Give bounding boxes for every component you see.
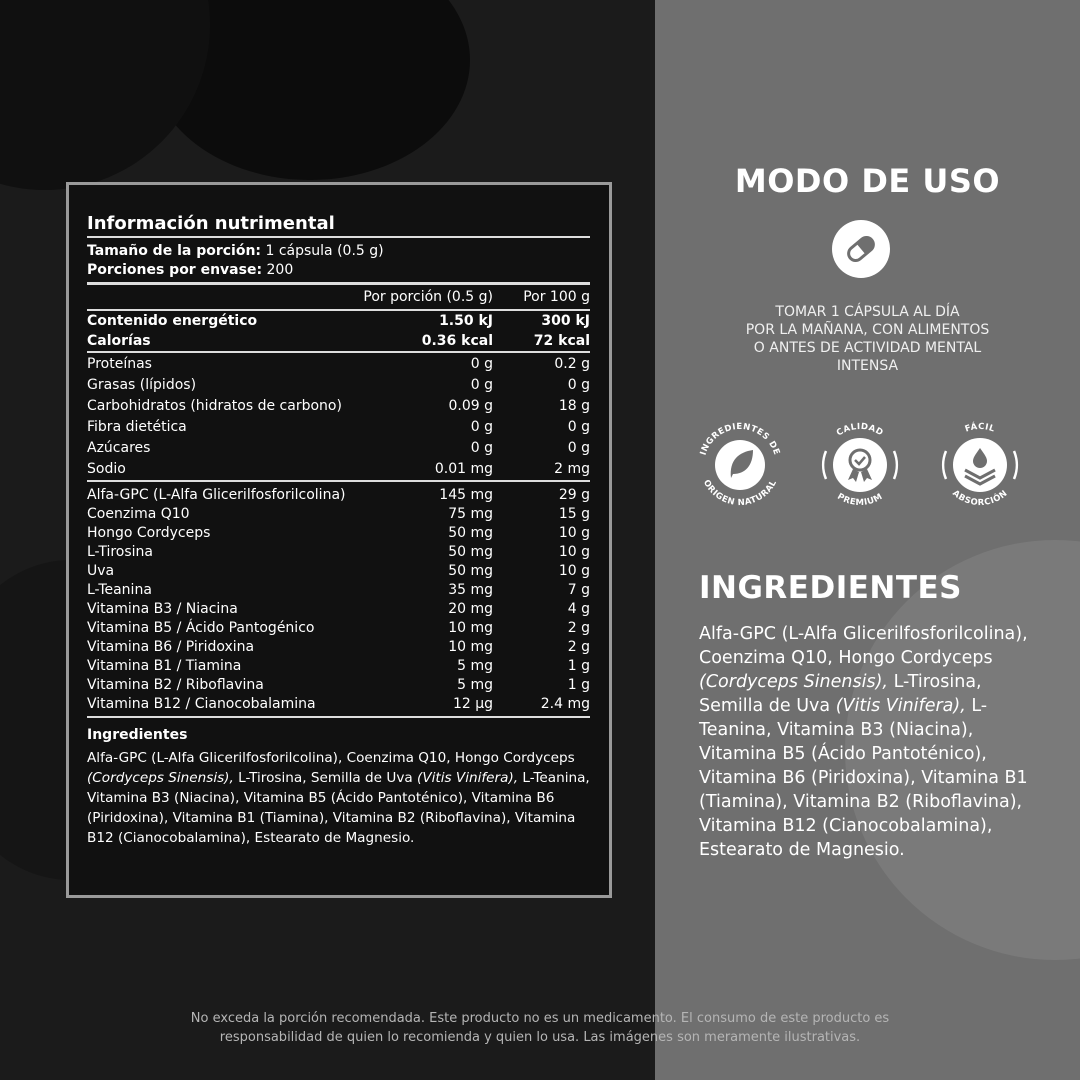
value-per-serving: 5 mg [457, 658, 493, 674]
serving-size-label: Tamaño de la porción: [87, 243, 262, 259]
badge-bottom-text [835, 492, 884, 508]
nutrition-row [87, 599, 590, 619]
value-per-serving: 0.36 kcal [421, 333, 493, 349]
badge-bottom-label: ABSORCIÓN [950, 488, 1010, 509]
nutrient-name: Grasas (lípidos) [87, 377, 197, 393]
ingredients-part: (Vitis Vinifera), [417, 770, 519, 786]
value-per-serving: 0.09 g [448, 398, 493, 414]
value-per-100g: 15 g [558, 506, 590, 522]
nutrient-name: Coenzima Q10 [87, 506, 190, 522]
label-ingredients-title: Ingredientes [87, 727, 188, 743]
value-per-serving: 10 mg [448, 620, 493, 636]
usage-line: TOMAR 1 CÁPSULA AL DÍA [775, 304, 960, 320]
value-per-serving: 0.01 mg [434, 461, 493, 477]
ingredients-title: INGREDIENTES [699, 570, 963, 606]
ingredients-part: L-Teanina, Vitamina B3 (Niacina), Vitamina B5 (Ácido Pantoténico), Vitamina B6 (Piridoxina), Vitamina B1 (Tiamina), Vitamina B2 (Riboflavina), Vitamina B12 (Cianocobalamina), Estearato de Magnesio. [87, 770, 590, 846]
badge-top-label: CALIDAD [834, 421, 885, 439]
nutrition-row [87, 331, 590, 351]
ingredients-text [699, 622, 1039, 862]
leaf-icon [715, 440, 765, 490]
value-per-serving: 0 g [470, 419, 493, 435]
value-per-100g: 300 kJ [541, 313, 590, 329]
disclaimer-line: responsabilidad de quien lo recomienda y quien lo usa. Las imágenes son meramente ilustrativas. [219, 1030, 861, 1045]
value-per-100g: 0 g [567, 440, 590, 456]
nutrition-row [87, 618, 590, 638]
col-header-serving: Por porción (0.5 g) [363, 289, 493, 305]
badge-top-label: FÁCIL [963, 421, 997, 435]
usage-instructions [655, 303, 1080, 375]
value-per-serving: 5 mg [457, 677, 493, 693]
value-per-serving: 35 mg [448, 582, 493, 598]
ingredients-part: L-Tirosina, Semilla de Uva [699, 672, 982, 716]
value-per-100g: 2.4 mg [540, 696, 590, 712]
usage-line: O ANTES DE ACTIVIDAD MENTAL [753, 340, 982, 356]
disclaimer-line: No exceda la porción recomendada. Este producto no es un medicamento. El consumo de este producto es [190, 1011, 890, 1026]
nutrient-name: Contenido energético [87, 313, 258, 329]
value-per-100g: 18 g [558, 398, 590, 414]
value-per-100g: 2 g [567, 639, 590, 655]
value-per-serving: 0 g [470, 356, 493, 372]
value-per-100g: 0 g [567, 377, 590, 393]
nutrition-row [87, 438, 590, 458]
value-per-100g: 29 g [558, 487, 590, 503]
nutrient-name: Vitamina B2 / Riboflavina [87, 677, 264, 693]
value-per-serving: 0 g [470, 377, 493, 393]
value-per-serving: 20 mg [448, 601, 493, 617]
divider [87, 282, 590, 285]
nutrition-row [87, 459, 590, 479]
divider [87, 236, 590, 238]
ingredients-part: Alfa-GPC (L-Alfa Glicerilfosforilcolina), Coenzima Q10, Hongo Cordyceps [699, 624, 1028, 668]
badge-premium [812, 417, 908, 513]
nutrient-name: Vitamina B6 / Piridoxina [87, 639, 255, 655]
nutrition-row [87, 561, 590, 581]
nutrient-name: L-Teanina [87, 582, 152, 598]
nutrient-name: Carbohidratos (hidratos de carbono) [87, 398, 342, 414]
value-per-100g: 10 g [558, 525, 590, 541]
divider [87, 716, 590, 718]
nutrition-row [87, 542, 590, 562]
value-per-100g: 0 g [567, 419, 590, 435]
col-header-100g: Por 100 g [523, 289, 590, 305]
nutrient-name: Uva [87, 563, 115, 579]
ingredients-part: Alfa-GPC (L-Alfa Glicerilfosforilcolina), Coenzima Q10, Hongo Cordyceps [87, 750, 575, 766]
nutrition-row [87, 311, 590, 331]
nutrition-row [87, 580, 590, 600]
value-per-100g: 0.2 g [554, 356, 590, 372]
nutrition-row [87, 417, 590, 437]
value-per-serving: 50 mg [448, 563, 493, 579]
label-title: Información nutrimental [87, 213, 335, 234]
divider [87, 351, 590, 353]
nutrition-row [87, 396, 590, 416]
right-panel [655, 0, 1080, 1080]
nutrition-row [87, 523, 590, 543]
badge-natural [692, 417, 788, 513]
ingredients-part: (Cordyceps Sinensis), [699, 672, 888, 692]
divider [87, 480, 590, 482]
value-per-100g: 10 g [558, 563, 590, 579]
value-per-100g: 2 mg [554, 461, 590, 477]
ingredients-part: (Cordyceps Sinensis), [87, 770, 234, 786]
nutrient-name: Vitamina B3 / Niacina [87, 601, 238, 617]
badge-absorption [932, 417, 1028, 513]
award-icon [833, 438, 887, 492]
value-per-serving: 50 mg [448, 544, 493, 560]
nutrition-row [87, 656, 590, 676]
nutrient-name: Fibra dietética [87, 419, 187, 435]
usage-line: POR LA MAÑANA, CON ALIMENTOS [745, 322, 990, 338]
usage-title: MODO DE USO [734, 162, 1001, 200]
value-per-100g: 72 kcal [533, 333, 590, 349]
ingredients-part: L-Tirosina, Semilla de Uva [233, 770, 418, 786]
value-per-serving: 75 mg [448, 506, 493, 522]
value-per-100g: 1 g [567, 677, 590, 693]
nutrient-name: Vitamina B12 / Cianocobalamina [87, 696, 316, 712]
badge-top-text [835, 422, 885, 439]
value-per-serving: 12 µg [452, 696, 493, 712]
nutrition-row [87, 694, 590, 714]
nutrition-label [66, 182, 612, 898]
value-per-serving: 0 g [470, 440, 493, 456]
bg-circle [0, 0, 210, 190]
nutrient-name: Vitamina B5 / Ácido Pantogénico [87, 620, 315, 636]
value-per-100g: 4 g [567, 601, 590, 617]
nutrition-row [87, 675, 590, 695]
nutrient-name: Vitamina B1 / Tiamina [87, 658, 242, 674]
servings: 200 [266, 262, 294, 278]
nutrition-row [87, 485, 590, 505]
nutrient-name: Sodio [87, 461, 126, 477]
value-per-100g: 10 g [558, 544, 590, 560]
nutrient-name: Alfa-GPC (L-Alfa Glicerilfosforilcolina) [87, 487, 346, 503]
value-per-100g: 2 g [567, 620, 590, 636]
ingredients-part: (Vitis Vinifera), [835, 696, 966, 716]
badge-top-text [964, 420, 997, 435]
badge-bottom-label: ORIGEN NATURAL [700, 478, 780, 509]
nutrient-name: L-Tirosina [87, 544, 153, 560]
absorption-icon [953, 438, 1007, 492]
serving-size: 1 cápsula (0.5 g) [265, 243, 384, 259]
nutrition-row [87, 354, 590, 374]
servings-label: Porciones por envase: [87, 262, 263, 278]
nutrition-row [87, 504, 590, 524]
nutrient-name: Proteínas [87, 356, 152, 372]
badge-bottom-label: PREMIUM [835, 491, 885, 509]
nutrient-name: Hongo Cordyceps [87, 525, 211, 541]
nutrition-row [87, 375, 590, 395]
ingredients-part: L-Teanina, Vitamina B3 (Niacina), Vitamina B5 (Ácido Pantoténico), Vitamina B6 (Piridoxina), Vitamina B1 (Tiamina), Vitamina B2 (Riboflavina), Vitamina B12 (Cianocobalamina), Estearato de Magnesio. [699, 696, 1028, 860]
capsule-icon [832, 220, 890, 278]
value-per-serving: 145 mg [439, 487, 493, 503]
usage-line: INTENSA [836, 358, 899, 374]
nutrition-row [87, 637, 590, 657]
value-per-serving: 50 mg [448, 525, 493, 541]
value-per-serving: 1.50 kJ [439, 313, 493, 329]
value-per-serving: 10 mg [448, 639, 493, 655]
label-ingredients [87, 748, 590, 848]
nutrient-name: Azúcares [87, 440, 151, 456]
value-per-100g: 7 g [567, 582, 590, 598]
value-per-100g: 1 g [567, 658, 590, 674]
disclaimer [0, 1009, 1080, 1047]
badge-top-label: INGREDIENTES DE [698, 421, 782, 457]
nutrient-name: Calorías [87, 333, 151, 349]
